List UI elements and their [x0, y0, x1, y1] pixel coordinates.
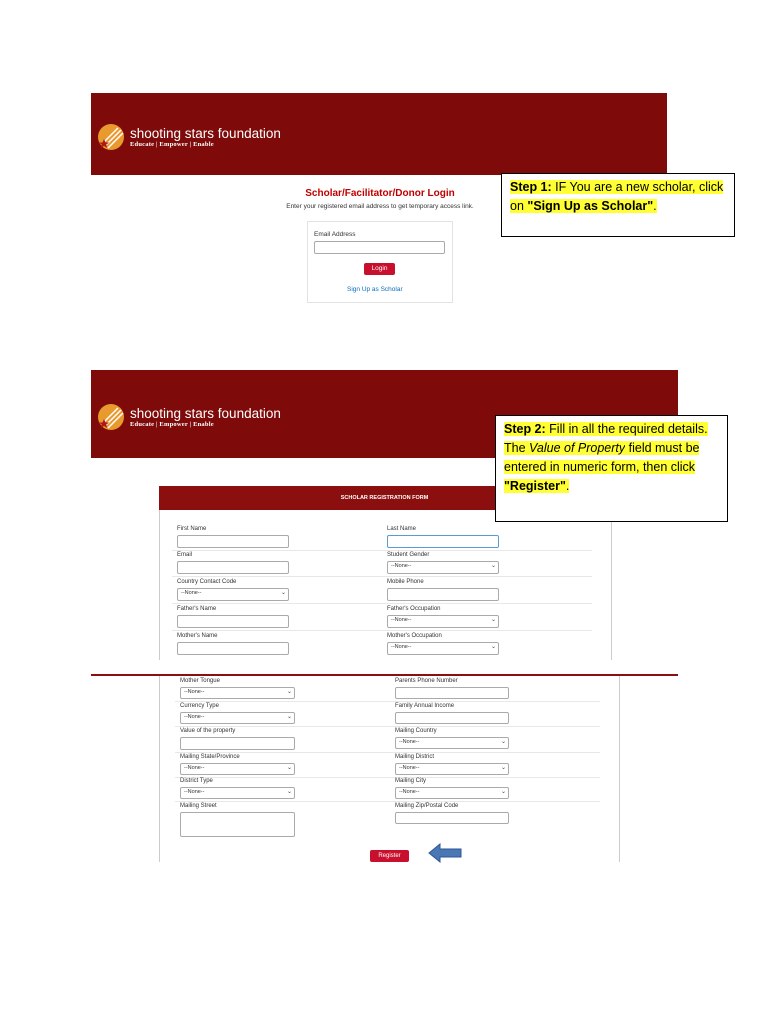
gender-label: Student Gender — [387, 552, 430, 558]
chevron-down-icon: ⌄ — [286, 714, 292, 720]
mailing-state-select[interactable] — [180, 763, 295, 775]
brand-logo — [96, 122, 281, 152]
district-type-label: District Type — [180, 778, 213, 784]
step1-end: . — [653, 199, 657, 213]
chevron-down-icon: ⌄ — [286, 789, 292, 795]
chevron-down-icon: ⌄ — [490, 617, 496, 623]
mailing-state-label: Mailing State/Province — [180, 754, 240, 760]
gender-select[interactable] — [387, 561, 499, 574]
login-button[interactable]: Login — [364, 263, 395, 275]
brand-logo-2 — [96, 402, 281, 432]
shooting-star-icon — [96, 402, 126, 432]
chevron-down-icon: ⌄ — [286, 765, 292, 771]
mailing-street-label: Mailing Street — [180, 803, 217, 809]
mailing-district-select[interactable] — [395, 763, 509, 775]
mobile-label: Mobile Phone — [387, 579, 424, 585]
step2-callout — [495, 415, 728, 522]
father-name-label: Father's Name — [177, 606, 217, 612]
step2-italic: Value of Property — [529, 441, 626, 455]
form-title: SCHOLAR REGISTRATION FORM — [159, 486, 610, 510]
email-label: Email — [177, 552, 193, 558]
chevron-down-icon: ⌄ — [500, 739, 506, 745]
father-occupation-select[interactable] — [387, 615, 499, 628]
brand-tagline: Educate | Empower | Enable — [130, 420, 214, 428]
parents-phone-field[interactable] — [395, 687, 509, 699]
country-code-value: --None-- — [181, 590, 202, 596]
mother-name-label: Mother's Name — [177, 633, 218, 639]
mailing-district-label: Mailing District — [395, 754, 435, 760]
mother-name-field[interactable] — [177, 642, 289, 655]
step1-text: IF You are a new scholar, click on — [510, 180, 724, 213]
currency-value: --None-- — [184, 714, 205, 720]
mother-occupation-label: Mother's Occupation — [387, 633, 442, 639]
mailing-district-value: --None-- — [399, 765, 420, 771]
step2-text2: field must be entered in numeric form, then click — [504, 441, 700, 474]
divider — [172, 550, 592, 551]
chevron-down-icon: ⌄ — [490, 644, 496, 650]
chevron-down-icon: ⌄ — [500, 765, 506, 771]
chevron-down-icon: ⌄ — [286, 689, 292, 695]
mailing-city-select[interactable] — [395, 787, 509, 799]
father-name-field[interactable] — [177, 615, 289, 628]
step1-link-text: "Sign Up as Scholar" — [527, 199, 654, 213]
step2-end: . — [565, 479, 570, 493]
chevron-down-icon: ⌄ — [500, 789, 506, 795]
currency-label: Currency Type — [180, 703, 219, 709]
divider — [175, 801, 600, 802]
gender-value: --None-- — [391, 563, 412, 569]
step1-callout — [501, 173, 735, 237]
mailing-zip-label: Mailing Zip/Postal Code — [395, 803, 459, 809]
step2-link-text: "Register" — [504, 479, 566, 493]
currency-select[interactable] — [180, 712, 295, 724]
chevron-down-icon: ⌄ — [490, 563, 496, 569]
email-field[interactable] — [314, 241, 445, 254]
login-title: Scholar/Facilitator/Donor Login — [305, 188, 455, 199]
last-name-label: Last Name — [387, 526, 417, 532]
email-field[interactable] — [177, 561, 289, 574]
mailing-country-label: Mailing Country — [395, 728, 437, 734]
chevron-down-icon: ⌄ — [280, 590, 286, 596]
login-subtitle: Enter your registered email address to get temporary access link. — [286, 203, 474, 210]
mailing-city-value: --None-- — [399, 789, 420, 795]
shooting-star-icon — [96, 122, 126, 152]
step2-text: Fill in all the required details. The — [504, 422, 708, 455]
divider — [175, 726, 600, 727]
mother-occupation-select[interactable] — [387, 642, 499, 655]
property-label: Value of the property — [180, 728, 236, 734]
father-occupation-value: --None-- — [391, 617, 412, 623]
divider — [172, 576, 592, 577]
first-name-field[interactable] — [177, 535, 289, 548]
mother-tongue-select[interactable] — [180, 687, 295, 699]
mailing-country-value: --None-- — [399, 739, 420, 745]
district-type-value: --None-- — [184, 789, 205, 795]
divider — [175, 777, 600, 778]
last-name-field[interactable] — [387, 535, 499, 548]
brand-name: shooting stars foundation — [130, 125, 281, 141]
first-name-label: First Name — [177, 526, 207, 532]
mailing-city-label: Mailing City — [395, 778, 427, 784]
sign-up-link[interactable]: Sign Up as Scholar — [347, 286, 403, 293]
mailing-street-textarea[interactable] — [180, 812, 295, 837]
arrow-left-icon — [428, 843, 462, 863]
divider — [175, 752, 600, 753]
divider — [172, 603, 592, 604]
step1-label: Step 1: — [510, 180, 552, 194]
divider — [172, 630, 592, 631]
district-type-select[interactable] — [180, 787, 295, 799]
brand-name: shooting stars foundation — [130, 405, 281, 421]
mother-tongue-value: --None-- — [184, 689, 205, 695]
divider — [175, 701, 600, 702]
brand-tagline: Educate | Empower | Enable — [130, 140, 214, 148]
country-code-label: Country Contact Code — [177, 579, 237, 585]
country-code-select[interactable] — [177, 588, 289, 601]
father-occupation-label: Father's Occupation — [387, 606, 441, 612]
mobile-field[interactable] — [387, 588, 499, 601]
mailing-zip-field[interactable] — [395, 812, 509, 824]
mailing-country-select[interactable] — [395, 737, 509, 749]
mother-tongue-label: Mother Tongue — [180, 678, 220, 684]
register-button[interactable]: Register — [370, 850, 409, 862]
mailing-state-value: --None-- — [184, 765, 205, 771]
step2-label: Step 2: — [504, 422, 546, 436]
email-label: Email Address — [314, 231, 356, 238]
property-field[interactable] — [180, 737, 295, 750]
mother-occupation-value: --None-- — [391, 644, 412, 650]
parents-phone-label: Parents Phone Number — [395, 678, 458, 684]
income-label: Family Annual Income — [395, 703, 455, 709]
income-field[interactable] — [395, 712, 509, 724]
